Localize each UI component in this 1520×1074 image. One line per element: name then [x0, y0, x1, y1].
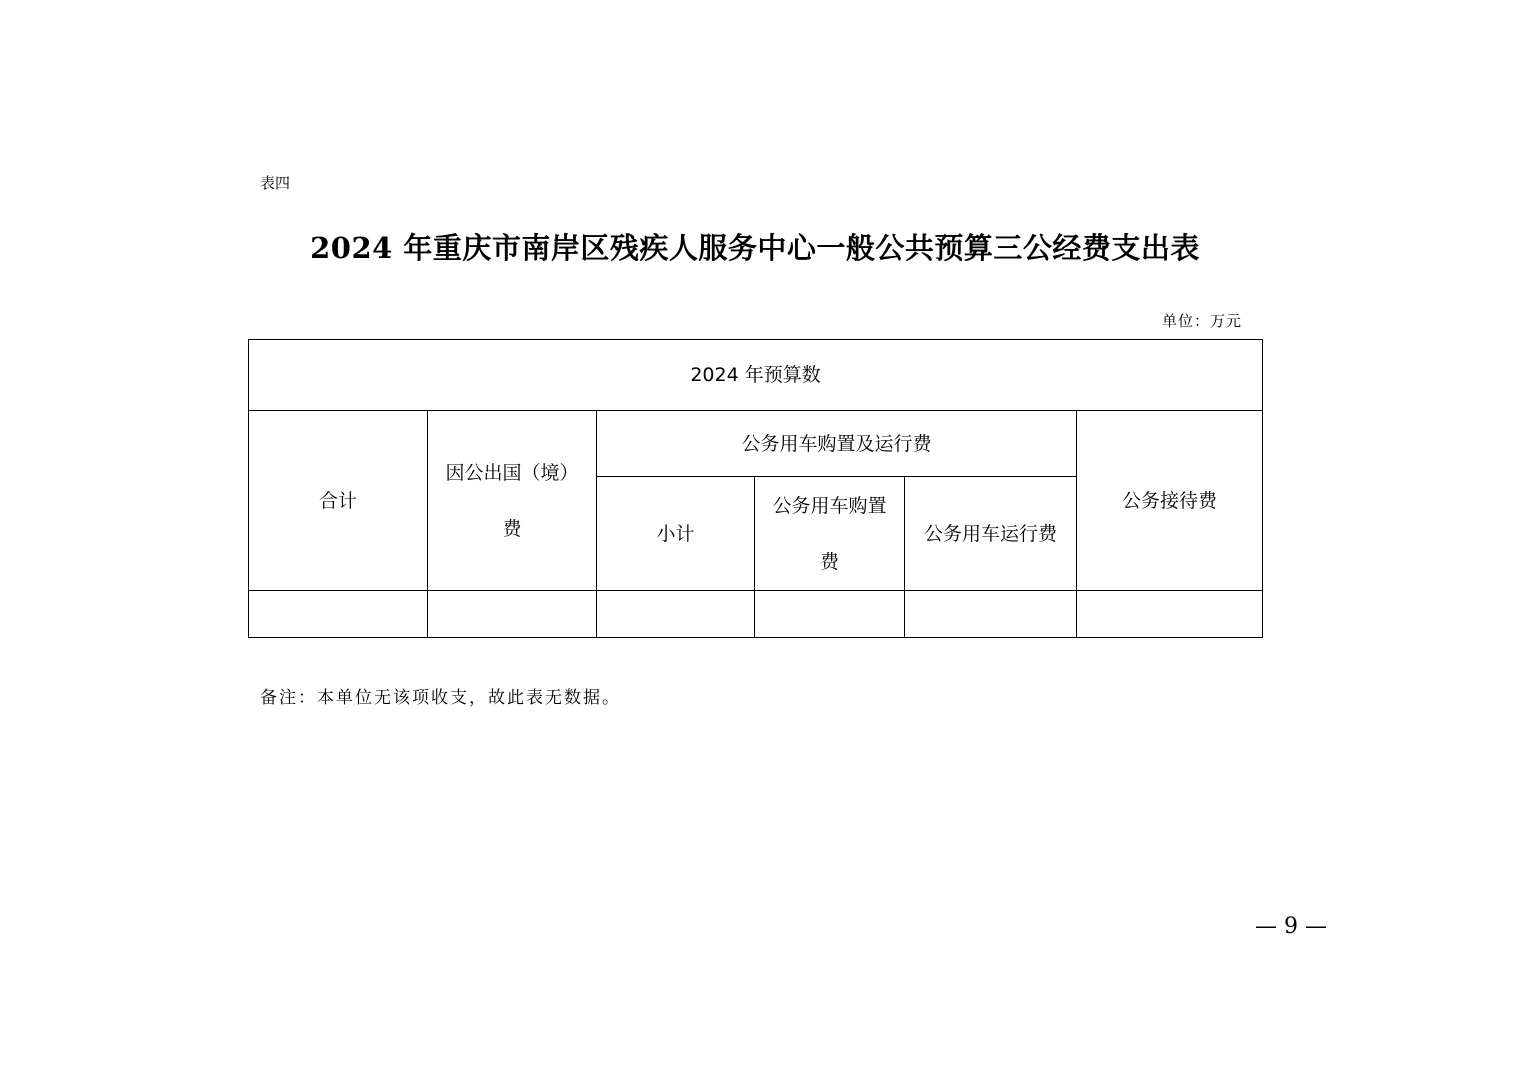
subtotal-header: 小计 [597, 477, 755, 591]
document-title: 2024 年重庆市南岸区残疾人服务中心一般公共预算三公经费支出表 [310, 231, 1200, 265]
table-cell [428, 591, 597, 638]
overseas-expense-line1: 因公出国（境） [445, 461, 579, 484]
page-number: — 9 — [1255, 914, 1327, 939]
budget-year-header: 2024 年预算数 [249, 340, 1263, 411]
table-cell [597, 591, 755, 638]
remark-note: 备注：本单位无该项收支，故此表无数据。 [260, 688, 621, 708]
overseas-expense-header [428, 411, 597, 591]
vehicle-operation-header: 公务用车运行费 [905, 477, 1077, 591]
reception-expense-header: 公务接待费 [1077, 411, 1263, 591]
unit-label: 单位：万元 [1162, 312, 1243, 330]
table-row [249, 591, 1263, 638]
overseas-expense-line2: 费 [502, 517, 522, 540]
table-cell [1077, 591, 1263, 638]
vehicle-group-header: 公务用车购置及运行费 [597, 411, 1077, 477]
vehicle-purchase-header [755, 477, 905, 591]
table-label: 表四 [260, 174, 291, 192]
header-row-middle [249, 411, 1263, 477]
table-cell [249, 591, 428, 638]
table-cell [755, 591, 905, 638]
table-cell [905, 591, 1077, 638]
vehicle-purchase-line1: 公务用车购置 [772, 494, 887, 517]
header-row-top [249, 340, 1263, 411]
total-header: 合计 [249, 411, 428, 591]
budget-table [248, 339, 1263, 638]
vehicle-purchase-line2: 费 [819, 550, 839, 573]
